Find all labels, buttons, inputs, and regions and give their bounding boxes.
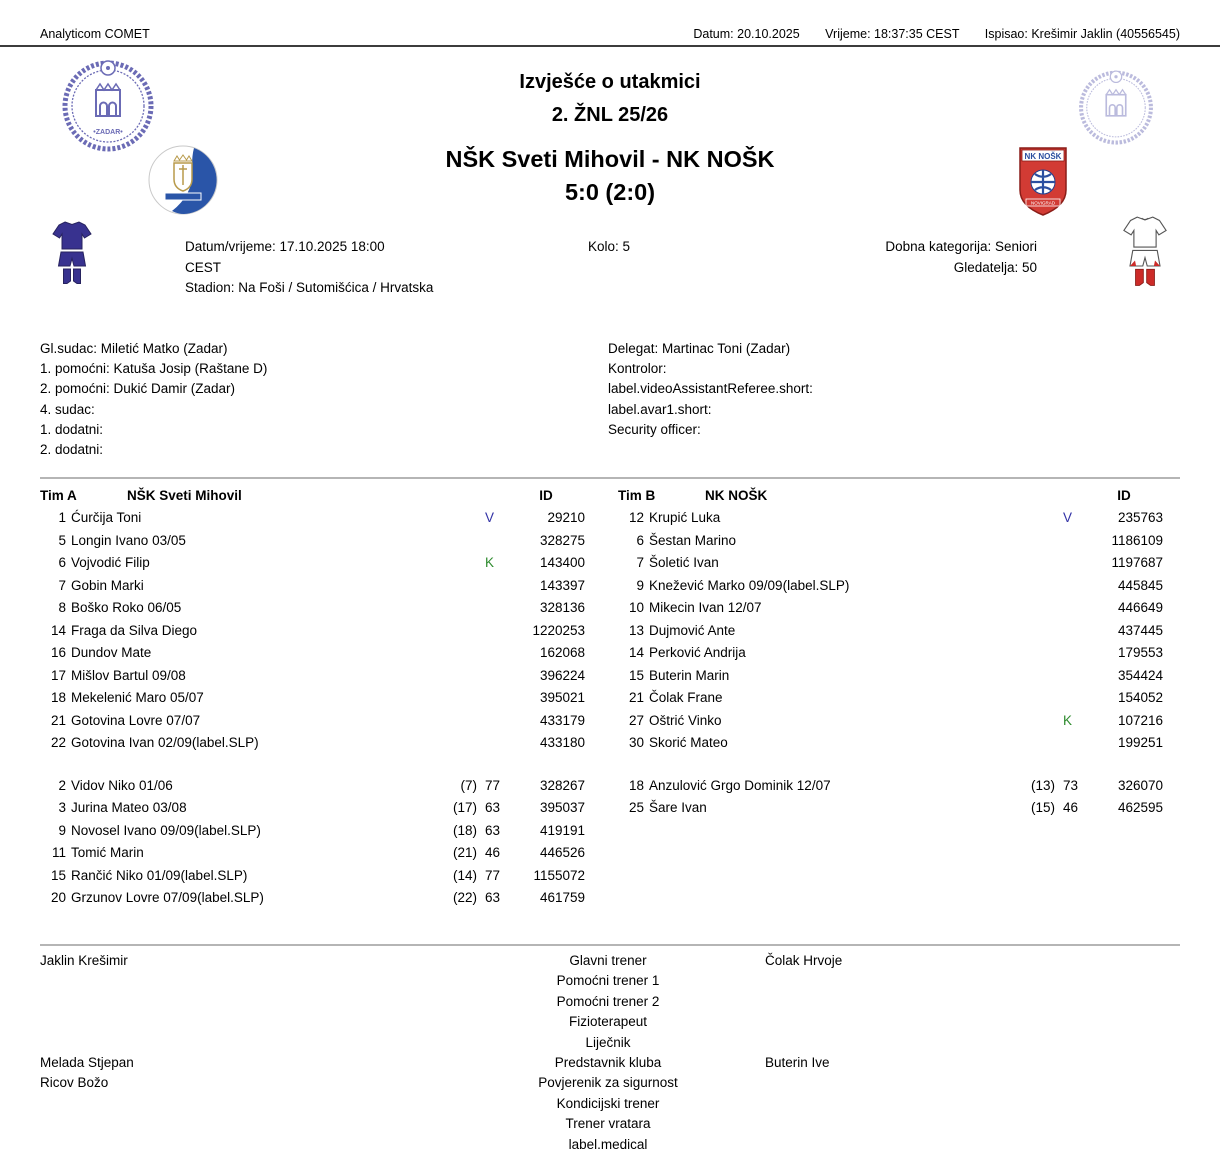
sub-replaced-number: (14)	[452, 867, 477, 883]
player-role: V	[1063, 510, 1073, 525]
match-stadium: Stadion: Na Foši / Sutomišćica / Hrvatska	[185, 280, 434, 295]
staff-name-team-a	[40, 1033, 451, 1053]
player-name: Tomić Marin	[71, 845, 144, 860]
sub-replaced-number	[1017, 732, 1055, 755]
player-name: Fraga da Silva Diego	[71, 622, 198, 638]
player-name: Gotovina Lovre 07/07	[71, 712, 201, 728]
sub-replaced-number	[1017, 687, 1055, 710]
official-line: label.avar1.short:	[608, 401, 712, 417]
federation-logo	[60, 56, 156, 152]
match-attendance: Gledatelja: 50	[953, 259, 1037, 275]
official-line: Kontrolor:	[608, 361, 667, 377]
sub-minute	[1063, 552, 1085, 575]
staff-row	[40, 1135, 1180, 1155]
official-line: 4. sudac:	[40, 401, 95, 417]
sub-replaced-number	[1017, 620, 1055, 643]
player-number: 14	[50, 622, 66, 638]
player-name: Grzunov Lovre 07/09(label.SLP)	[71, 890, 264, 905]
player-id: 328267	[539, 777, 585, 793]
player-name: Oštrić Vinko	[649, 712, 722, 728]
staff-row	[40, 951, 1180, 971]
divider-teams	[40, 477, 1180, 479]
report-title: Izvješće o utakmici	[519, 71, 701, 93]
officials-left	[40, 339, 267, 460]
staff-name-team-a	[40, 1012, 451, 1032]
staff-section	[40, 951, 1180, 1155]
player-number: 1	[58, 510, 66, 525]
player-number: 17	[50, 667, 66, 683]
staff-name-team-b	[765, 1012, 1180, 1032]
player-row	[618, 665, 1163, 688]
player-number: 6	[636, 532, 644, 548]
player-id: 446526	[539, 845, 585, 860]
sub-replaced-number	[1017, 597, 1055, 620]
player-name: Krupić Luka	[649, 510, 721, 525]
sub-replaced-number	[439, 530, 477, 553]
sub-replaced-number	[1017, 507, 1055, 530]
player-id: 419191	[539, 822, 585, 838]
sub-minute: 63	[485, 800, 501, 815]
sub-replaced-number	[1017, 575, 1055, 598]
match-round: Kolo: 5	[588, 239, 631, 254]
sub-minute	[485, 710, 507, 733]
player-number: 27	[628, 712, 644, 728]
player-name: Buterin Marin	[649, 667, 730, 683]
sub-replaced-number: (18)	[452, 822, 477, 838]
staff-row	[40, 1094, 1180, 1114]
player-row	[40, 507, 585, 530]
player-name: Skorić Mateo	[649, 735, 728, 750]
staff-row	[40, 1053, 1180, 1073]
player-name: Perković Andrija	[649, 645, 746, 660]
player-id: 437445	[1117, 622, 1163, 638]
top-bar	[40, 27, 1180, 41]
official-line: Gl.sudac: Miletić Matko (Zadar)	[40, 341, 228, 356]
staff-name-team-a: Melada Stjepan	[40, 1055, 134, 1071]
player-row	[618, 620, 1163, 643]
official-line: Security officer:	[608, 421, 701, 437]
sub-minute	[485, 530, 507, 553]
staff-role-label: Liječnik	[585, 1034, 631, 1050]
team-b-table	[618, 484, 1163, 820]
player-number: 11	[51, 845, 66, 860]
id-column-header: ID	[539, 488, 553, 503]
team-label: Tim B	[618, 488, 656, 503]
staff-name-team-b	[765, 992, 1180, 1012]
player-row	[40, 575, 585, 598]
match-timezone: CEST	[185, 259, 222, 275]
player-number: 6	[58, 555, 66, 570]
sub-minute	[1063, 732, 1085, 755]
player-row	[618, 597, 1163, 620]
staff-role-label: Fizioterapeut	[568, 1014, 648, 1030]
sub-minute	[1063, 642, 1085, 665]
player-number: 12	[628, 510, 644, 525]
player-name: Anzulović Grgo Dominik 12/07	[649, 777, 831, 793]
print-time: Vrijeme: 18:37:35 CEST	[825, 27, 960, 41]
player-id: 326070	[1117, 777, 1163, 793]
staff-row	[40, 992, 1180, 1012]
player-number: 21	[50, 712, 66, 728]
sub-replaced-number	[1017, 665, 1055, 688]
player-id: 107216	[1117, 712, 1163, 728]
staff-role-label: label.medical	[568, 1136, 648, 1152]
player-id: 143400	[539, 555, 585, 570]
player-row	[40, 620, 585, 643]
player-number: 18	[628, 777, 644, 793]
player-id: 143397	[539, 577, 585, 593]
sub-minute: 46	[1063, 800, 1079, 815]
player-name: Gobin Marki	[71, 577, 144, 593]
sub-replaced-number: (15)	[1030, 800, 1055, 815]
player-row	[40, 642, 585, 665]
sub-minute	[485, 597, 507, 620]
player-name: Boško Roko 06/05	[71, 600, 182, 615]
title-block	[180, 70, 1040, 206]
print-date: Datum: 20.10.2025	[693, 27, 800, 41]
player-row	[40, 775, 585, 798]
player-number: 15	[628, 667, 644, 683]
player-number: 20	[50, 890, 66, 905]
player-row	[40, 530, 585, 553]
sub-minute	[485, 575, 507, 598]
player-name: Šoletić Ivan	[649, 555, 719, 570]
player-number: 30	[628, 735, 644, 750]
player-id: 395021	[539, 690, 585, 705]
staff-name-team-a: Jaklin Krešimir	[40, 953, 128, 968]
app-title: Analyticom COMET	[40, 27, 150, 41]
staff-row	[40, 1012, 1180, 1032]
player-id: 154052	[1117, 690, 1163, 705]
player-name: Gotovina Ivan 02/09(label.SLP)	[71, 735, 259, 750]
player-number: 8	[58, 600, 66, 615]
player-id: 396224	[539, 667, 585, 683]
player-name: Knežević Marko 09/09(label.SLP)	[649, 577, 850, 593]
player-name: Mikecin Ivan 12/07	[649, 600, 762, 615]
staff-name-team-b	[765, 1114, 1180, 1134]
official-line: label.videoAssistantReferee.short:	[608, 381, 813, 397]
sub-minute	[485, 620, 507, 643]
player-row	[618, 552, 1163, 575]
sub-replaced-number	[439, 687, 477, 710]
player-number: 2	[58, 777, 66, 793]
player-number: 10	[628, 600, 644, 615]
printed-by: Ispisao: Krešimir Jaklin (40556545)	[984, 27, 1180, 41]
staff-row	[40, 1073, 1180, 1093]
player-id: 354424	[1117, 667, 1163, 683]
team-name: NK NOŠK	[705, 488, 768, 503]
staff-name-team-b	[765, 1073, 1180, 1093]
staff-name-team-a	[40, 992, 451, 1012]
sub-replaced-number	[439, 620, 477, 643]
player-name: Dujmović Ante	[649, 622, 736, 638]
sub-minute	[485, 732, 507, 755]
match-teams: NŠK Sveti Mihovil - NK NOŠK	[445, 146, 775, 172]
player-row	[40, 597, 585, 620]
player-name: Mekelenić Maro 05/07	[71, 690, 204, 705]
player-row	[618, 732, 1163, 755]
staff-role-label: Pomoćni trener 1	[556, 973, 660, 989]
team-name: NŠK Sveti Mihovil	[127, 488, 242, 503]
player-id: 1155072	[533, 867, 585, 883]
player-number: 13	[628, 622, 644, 638]
staff-name-team-a	[40, 1135, 451, 1155]
player-id: 1186109	[1111, 532, 1163, 548]
player-name: Rančić Niko 01/09(label.SLP)	[71, 867, 248, 883]
player-name: Ćurčija Toni	[71, 510, 142, 525]
player-name: Vidov Niko 01/06	[71, 777, 173, 793]
staff-name-team-b: Buterin Ive	[765, 1055, 830, 1071]
player-number: 18	[50, 690, 66, 705]
official-line: 1. dodatni:	[40, 421, 104, 437]
player-number: 15	[50, 867, 66, 883]
player-row	[618, 507, 1163, 530]
staff-name-team-a	[40, 1114, 451, 1134]
player-name: Čolak Frane	[649, 690, 723, 705]
player-number: 14	[628, 645, 644, 660]
federation-logo-text: •ZADAR•	[93, 129, 123, 136]
player-row	[40, 865, 585, 888]
staff-role-label: Povjerenik za sigurnost	[538, 1075, 678, 1091]
sub-replaced-number: (7)	[460, 777, 477, 793]
staff-row	[40, 1033, 1180, 1053]
player-number: 7	[636, 555, 644, 570]
sub-replaced-number	[1017, 710, 1055, 733]
player-number: 16	[50, 645, 66, 660]
staff-role-label: Pomoćni trener 2	[556, 993, 660, 1009]
sub-minute: 73	[1063, 777, 1079, 793]
player-row	[40, 687, 585, 710]
player-id: 1197687	[1111, 555, 1163, 570]
player-row	[40, 842, 585, 865]
player-id: 433180	[539, 735, 585, 750]
official-line: 2. pomoćni: Dukić Damir (Zadar)	[40, 381, 236, 397]
player-name: Šare Ivan	[649, 800, 707, 815]
player-number: 25	[628, 800, 644, 815]
starters-subs-gap	[40, 755, 585, 775]
team-b-kit-icon	[1120, 216, 1170, 286]
player-id: 433179	[539, 712, 585, 728]
player-id: 199251	[1117, 735, 1163, 750]
sub-minute: 63	[485, 890, 501, 905]
player-row	[618, 530, 1163, 553]
staff-name-team-a: Ricov Božo	[40, 1075, 109, 1091]
print-info	[671, 27, 1180, 41]
player-name: Dundov Mate	[71, 645, 152, 660]
player-row	[618, 710, 1163, 733]
player-row	[618, 642, 1163, 665]
sub-replaced-number	[439, 665, 477, 688]
player-number: 21	[628, 690, 644, 705]
staff-name-team-b	[765, 1033, 1180, 1053]
sub-replaced-number	[439, 507, 477, 530]
sub-minute	[485, 642, 507, 665]
team-b-crest-title: NK NOŠK	[1024, 152, 1062, 161]
match-info-right	[885, 237, 1037, 278]
match-score: 5:0 (2:0)	[564, 179, 656, 205]
sub-minute	[1063, 530, 1085, 553]
player-row	[618, 687, 1163, 710]
staff-name-team-b	[765, 971, 1180, 991]
player-number: 5	[58, 532, 66, 548]
official-line: Delegat: Martinac Toni (Zadar)	[608, 341, 791, 356]
player-role: K	[1063, 712, 1073, 728]
sub-minute	[1063, 687, 1085, 710]
staff-role-label: Predstavnik kluba	[554, 1055, 662, 1071]
staff-name-team-b: Čolak Hrvoje	[765, 953, 843, 968]
sub-replaced-number	[1017, 552, 1055, 575]
officials-right	[608, 339, 813, 440]
player-name: Mišlov Bartul 09/08	[71, 667, 186, 683]
player-name: Vojvodić Filip	[71, 555, 150, 570]
player-row	[40, 797, 585, 820]
sub-minute	[485, 665, 507, 688]
staff-role-label: Kondicijski trener	[556, 1095, 660, 1111]
sub-minute	[1063, 620, 1085, 643]
staff-role-label: Glavni trener	[569, 953, 647, 968]
player-number: 3	[58, 800, 66, 815]
player-row	[40, 665, 585, 688]
team-header	[40, 484, 585, 507]
player-number: 9	[58, 822, 66, 838]
id-column-header: ID	[1117, 488, 1131, 503]
player-name: Novosel Ivano 09/09(label.SLP)	[71, 822, 261, 838]
player-id: 328275	[539, 532, 585, 548]
player-row	[40, 820, 585, 843]
official-line: 2. dodatni:	[40, 442, 104, 458]
header-divider	[0, 45, 1220, 47]
match-info-left	[185, 237, 433, 299]
player-row	[40, 887, 585, 910]
staff-name-team-a	[40, 1094, 451, 1114]
team-header	[618, 484, 1163, 507]
player-row	[618, 775, 1163, 798]
team-b-crest-banner: NOVIGRAD	[1030, 200, 1056, 206]
sub-minute	[1063, 597, 1085, 620]
team-a-table	[40, 484, 585, 910]
player-id: 462595	[1117, 800, 1163, 815]
player-row	[40, 552, 585, 575]
sub-replaced-number: (21)	[452, 845, 477, 860]
sub-replaced-number	[439, 597, 477, 620]
player-number: 22	[50, 735, 66, 750]
sub-minute	[1063, 665, 1085, 688]
official-line: 1. pomoćni: Katuša Josip (Raštane D)	[40, 361, 268, 377]
player-id: 395037	[539, 800, 585, 815]
staff-name-team-a	[40, 971, 451, 991]
sub-replaced-number: (13)	[1030, 777, 1055, 793]
sub-replaced-number	[439, 642, 477, 665]
divider-staff	[40, 944, 1180, 946]
team-a-kit-icon	[52, 221, 92, 284]
sub-minute: 63	[485, 822, 501, 838]
staff-row	[40, 971, 1180, 991]
sub-minute	[1063, 575, 1085, 598]
player-role: K	[485, 555, 495, 570]
match-category: Dobna kategorija: Seniori	[885, 239, 1037, 254]
player-id: 29210	[547, 510, 585, 525]
sub-minute: 77	[485, 777, 501, 793]
sub-replaced-number	[439, 732, 477, 755]
sub-minute	[485, 687, 507, 710]
sub-minute: 77	[485, 867, 501, 883]
team-label: Tim A	[40, 488, 77, 503]
sub-replaced-number	[1017, 530, 1055, 553]
sub-replaced-number: (17)	[452, 800, 477, 815]
staff-row	[40, 1114, 1180, 1134]
player-id: 235763	[1117, 510, 1163, 525]
player-number: 7	[58, 577, 66, 593]
player-id: 328136	[539, 600, 585, 615]
player-row	[40, 732, 585, 755]
player-number: 9	[636, 577, 644, 593]
match-datetime: Datum/vrijeme: 17.10.2025 18:00	[185, 239, 385, 254]
starters-subs-gap	[618, 755, 1163, 775]
player-id: 461759	[539, 890, 585, 905]
player-role: V	[485, 510, 495, 525]
federation-logo-watermark	[1077, 64, 1155, 148]
player-id: 446649	[1117, 600, 1163, 615]
sub-replaced-number	[1017, 642, 1055, 665]
sub-replaced-number	[439, 575, 477, 598]
player-name: Jurina Mateo 03/08	[71, 800, 187, 815]
player-id: 162068	[539, 645, 585, 660]
staff-role-label: Trener vratara	[565, 1116, 651, 1132]
sub-minute: 46	[485, 845, 501, 860]
player-name: Šestan Marino	[649, 532, 737, 548]
sub-replaced-number	[439, 552, 477, 575]
player-id: 1220253	[532, 622, 585, 638]
player-name: Longin Ivano 03/05	[71, 532, 186, 548]
competition-name: 2. ŽNL 25/26	[551, 104, 669, 126]
player-row	[618, 575, 1163, 598]
player-row	[40, 710, 585, 733]
staff-name-team-b	[765, 1135, 1180, 1155]
staff-name-team-b	[765, 1094, 1180, 1114]
player-row	[618, 797, 1163, 820]
sub-replaced-number	[439, 710, 477, 733]
player-id: 179553	[1117, 645, 1163, 660]
sub-replaced-number: (22)	[452, 890, 477, 905]
player-id: 445845	[1117, 577, 1163, 593]
